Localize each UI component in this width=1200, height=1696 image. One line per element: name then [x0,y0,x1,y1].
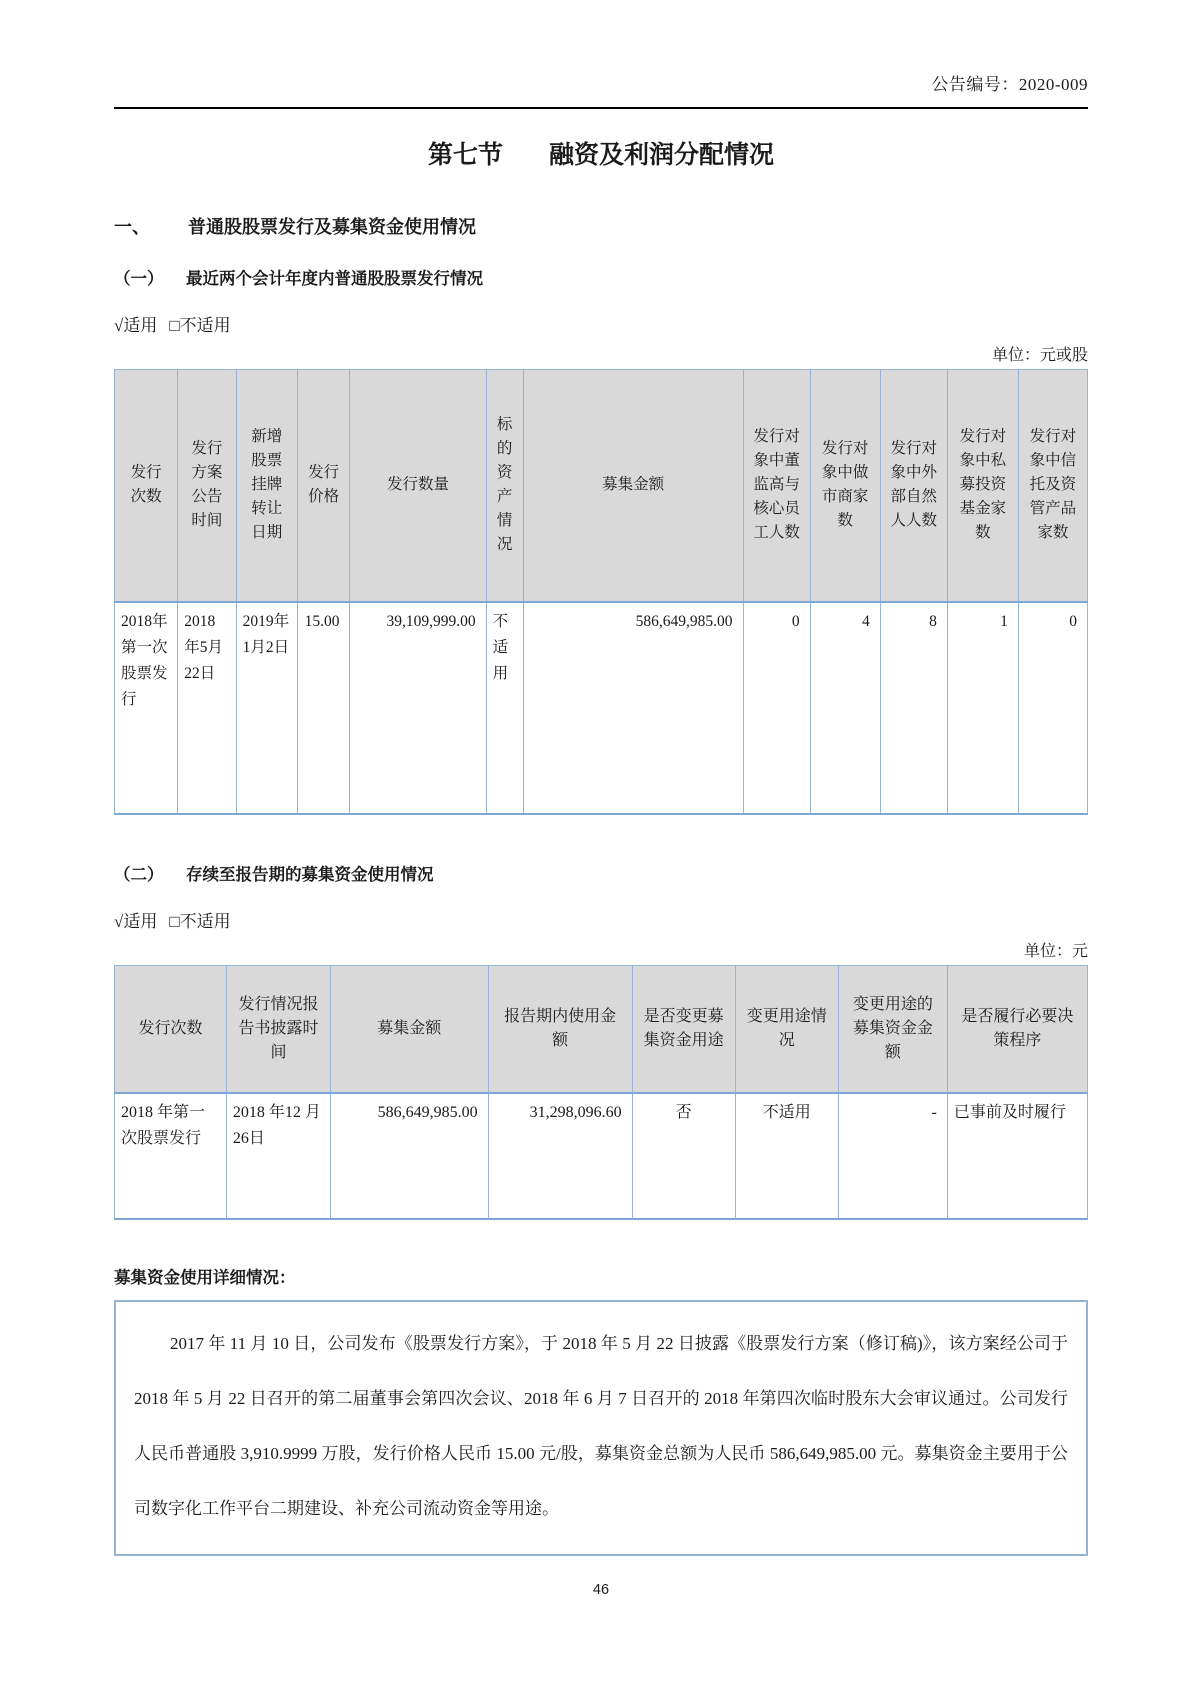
table2-cell-purpose-changed: 否 [632,1093,735,1219]
unit-label-2: 单位：元 [1023,942,1088,960]
table1-cell-external-persons-count: 8 [880,602,947,814]
table2-header-cell: 是否变更募集资金用途 [632,965,735,1093]
check-applicable: √适用 [114,316,158,335]
table1-header-cell: 发行次数 [115,370,178,602]
table2-data-row [115,1093,1088,1219]
table1-cell-asset-status: 不适用 [486,602,523,814]
table1-header-cell: 标的资产情况 [486,370,523,602]
table2-header-row [115,965,1088,1093]
table2-header-cell: 报告期内使用金额 [488,965,632,1093]
table1-cell-trust-products-count: 0 [1018,602,1087,814]
table1-header-row [115,370,1088,602]
table1-header-cell: 发行对象中私募投资基金家数 [947,370,1018,602]
table1-header-cell: 发行对象中董监高与核心员工人数 [743,370,810,602]
table1-header-cell: 发行价格 [297,370,350,602]
table2-header-cell: 发行情况报告书披露时间 [226,965,330,1093]
table2-header-cell: 募集金额 [331,965,489,1093]
share-issuance-table [114,369,1088,815]
table1-header-cell: 发行对象中信托及资管产品家数 [1018,370,1087,602]
table1-header-cell: 新增股票挂牌转让日期 [236,370,297,602]
table1-cell-price: 15.00 [297,602,350,814]
subsection-title: 存续至报告期的募集资金使用情况 [186,864,434,884]
table2-cell-used-amount: 31,298,096.60 [488,1093,632,1219]
table2-header-cell: 发行次数 [115,965,227,1093]
table1-cell-raised-amount: 586,649,985.00 [523,602,743,814]
page-number: 46 [592,1582,610,1598]
header-divider [114,107,1088,109]
checkbox-not-applicable: □不适用 [169,316,231,335]
details-text-box [114,1300,1088,1556]
checkbox-not-applicable: □不适用 [169,911,231,931]
table1-cell-listing-date: 2019年1月2日 [236,602,297,814]
table2-cell-issue-round: 2018 年第一次股票发行 [115,1093,227,1219]
table1-cell-quantity: 39,109,999.00 [350,602,486,814]
subsection-heading-1-1 [114,265,1088,289]
subsection-number: （二） [114,864,164,884]
table1-cell-plan-date: 2018年5月22日 [178,602,236,814]
table2-header-cell: 变更用途情况 [735,965,838,1093]
table2-cell-report-date: 2018 年12 月 26日 [226,1093,330,1219]
applicability-line-2 [114,907,1088,932]
details-paragraph: 2017 年 11 月 10 日，公司发布《股票发行方案》，于 2018 年 5 月 22 日披露《股票发行方案（修订稿)》，该方案经公司于 2018 年 5 月 22 日召开的第二届董事会第四次会议、2018 年 6 月 7 日召开的 2018 年第四次临时股东大会审议通过。公司发行人民币普通股 3,910.9999 万股，发行价格人民币 15.00 元/股，募集资金总额为人民币 586,649,985.00 元。募集资金主要用于公司数字化工作平台二期建设、补充公司流动资金等用途。 [134,1334,1068,1518]
table2-header-cell: 变更用途的募集资金金额 [838,965,947,1093]
subsection-title: 最近两个会计年度内普通股股票发行情况 [186,269,483,288]
section-title: 普通股股票发行及募集资金使用情况 [188,217,476,237]
subsection-heading-1-2 [114,861,1088,885]
chapter-number: 第七节 [427,142,503,169]
table1-header-cell: 发行方案公告时间 [178,370,236,602]
table1-header-cell: 募集金额 [523,370,743,602]
section-number: 一、 [114,217,150,237]
table1-header-cell: 发行对象中外部自然人人数 [880,370,947,602]
table1-cell-pe-funds-count: 1 [947,602,1018,814]
table1-cell-marketmakers-count: 4 [810,602,880,814]
table2-cell-procedure-status: 已事前及时履行 [947,1093,1087,1219]
table2-cell-change-status: 不适用 [735,1093,838,1219]
table1-header-cell: 发行对象中做市商家数 [810,370,880,602]
chapter-title: 融资及利润分配情况 [549,142,775,169]
table1-data-row [115,602,1088,814]
subsection-number: （一） [114,269,164,288]
table2-cell-raised-amount: 586,649,985.00 [331,1093,489,1219]
table2-header-cell: 是否履行必要决策程序 [947,965,1087,1093]
table1-header-cell: 发行数量 [350,370,486,602]
announcement-number: 公告编号：2020-009 [931,75,1088,94]
table1-cell-executives-count: 0 [743,602,810,814]
table2-cell-changed-amount: - [838,1093,947,1219]
section-heading-1 [114,213,1088,239]
details-section-label: 募集资金使用详细情况： [114,1268,296,1287]
applicability-line-1 [114,311,1088,336]
table1-cell-issue-round: 2018年第一次股票发行 [115,602,178,814]
page-title [114,135,1088,171]
check-applicable: √适用 [114,911,158,931]
unit-label-1: 单位：元或股 [991,347,1088,364]
funds-usage-table [114,965,1088,1221]
